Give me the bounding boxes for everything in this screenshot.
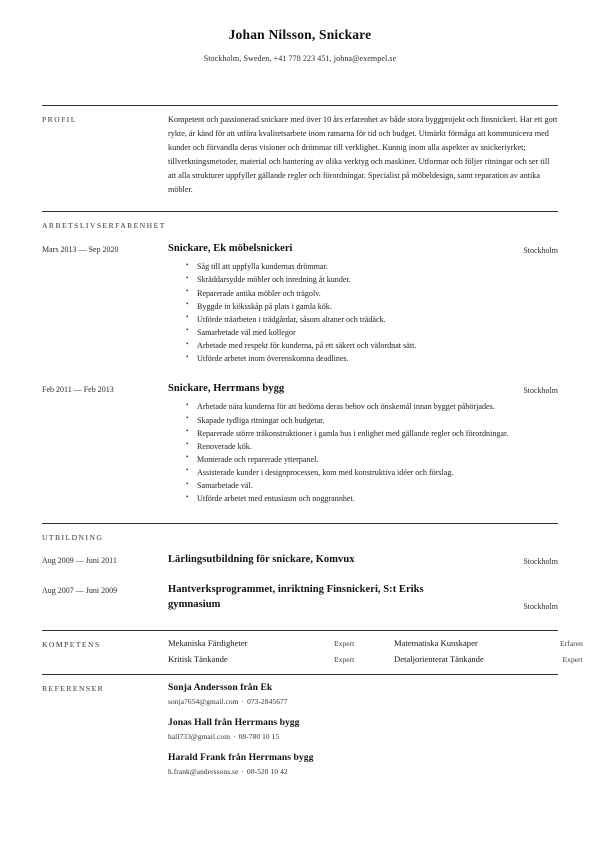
experience-job-title: Snickare, Ek möbelsnickeri [168, 243, 293, 255]
education-program-title: Hantverksprogrammet, inriktning Finsnickeri, S:t Eriks gymnasium [168, 584, 424, 610]
section-label-kompetens: KOMPETENS [42, 639, 101, 649]
reference-phone[interactable]: 08-780 10 15 [238, 731, 280, 741]
skill-name: Matematiska Kunskaper [394, 637, 478, 648]
skill-level: Expert [334, 654, 355, 664]
education-entry [42, 553, 558, 567]
experience-date-range: Feb 2011 — Feb 2013 [42, 385, 114, 395]
list-item: • Skapade tydliga ritningar och budgetar. [186, 414, 558, 427]
list-item: • Arbetade nära kunderna för att bedöma deras behov och önskemål innan bygget påbörjades. [186, 400, 558, 413]
skills-grid [168, 637, 583, 664]
skill-name: Kritisk Tänkande [168, 653, 228, 664]
section-label-profil: PROFIL [42, 114, 77, 124]
list-item: • Utförde träarbeten i trädgårdar, såsom altaner och trädäck. [186, 313, 558, 326]
experience-entry [42, 242, 558, 365]
profile-summary-text: Kompetent och passionerad snickare med över 10 års erfarenhet av både stora byggprojekt och finsnickeri. Har ett gott rykte, är känd för att utföra kvalitetsarbete inom ramarna för tid och budget. Utmärkt förmåga att kommunicera med kunder och förvandla deras visioner och drömmar till verklighet. Kunnig inom alla aspekter av snickeriyrket; tillverkningsmetoder, material och hantering av olika verktyg och maskiner. Utformar och följer ritningar och ser till att alla strukturer uppfyller gällande regler och förordningar. Specialist på möbeldesign, samt reparation av antika möbler. [168, 114, 558, 195]
section-arbetslivserfarenhet [42, 211, 558, 505]
list-item: • Arbetade med respekt för kunderna, på ett säkert och välordnat sätt. [186, 339, 558, 352]
reference-email[interactable]: hall733@gmail.com [168, 731, 231, 741]
skill-level: Erfaren [560, 638, 583, 648]
list-item: • Skräddarsydde möbler och inredning åt kunder. [186, 273, 558, 286]
section-utbildning [42, 523, 558, 612]
education-date-range: Aug 2009 — Juni 2011 [42, 556, 117, 566]
experience-date-range: Mars 2013 — Sep 2020 [42, 245, 119, 255]
section-label-referenser: REFERENSER [42, 683, 105, 693]
skill-level: Expert [562, 654, 583, 664]
section-label-arbetslivserfarenhet: ARBETSLIVSERFARENHET [42, 221, 166, 231]
list-item: • Samarbetade väl med kollegor [186, 326, 558, 339]
section-kompetens [42, 630, 583, 664]
reference-phone[interactable]: 08-520 10 42 [247, 766, 288, 776]
reference-phone[interactable]: 073-2845677 [247, 696, 288, 706]
list-item: • Byggde in köksskåp på plats i gamla kök. [186, 300, 558, 313]
section-label-utbildning: UTBILDNING [42, 533, 104, 543]
education-location: Stockholm [523, 557, 558, 567]
reference-item [168, 717, 558, 741]
reference-email[interactable]: h.frank@anderssons.se [168, 766, 239, 776]
separator-dot: · [233, 731, 236, 741]
reference-name: Jonas Hall från Herrmans bygg [168, 716, 300, 728]
list-item: • Såg till att uppfylla kundernas drömmar. [186, 260, 558, 273]
reference-contact [168, 732, 558, 741]
contact-info-line: Stockholm, Sweden, +41 778 223 451, johna@exempel.se [203, 53, 397, 63]
skill-name: Detaljorienterat Tänkande [394, 653, 484, 664]
reference-item [168, 682, 558, 706]
reference-contact [168, 767, 558, 776]
experience-bullet-list [168, 260, 558, 365]
list-item: • Monterade och reparerade ytterpanel. [186, 453, 558, 466]
skill-level: Expert [334, 638, 355, 648]
reference-contact [168, 697, 558, 706]
reference-name: Harald Frank från Herrmans bygg [168, 751, 314, 763]
reference-item [168, 752, 558, 776]
resume-header [0, 0, 600, 63]
list-item: • Utförde arbetet med entusiasm och noggrannhet. [186, 492, 558, 505]
education-date-range: Aug 2007 — Juni 2009 [42, 586, 118, 596]
candidate-name: Johan Nilsson, Snickare [228, 27, 372, 42]
reference-name: Sonja Andersson från Ek [168, 681, 273, 693]
experience-job-title: Snickare, Herrmans bygg [168, 383, 285, 395]
list-item: • Assisterade kunder i designprocessen, kom med konstruktiva idéer och förslag. [186, 466, 558, 479]
reference-email[interactable]: sonja7654@gmail.com [168, 696, 239, 706]
list-item: • Samarbetade väl. [186, 479, 558, 492]
experience-location: Stockholm [523, 386, 558, 396]
experience-location: Stockholm [523, 246, 558, 256]
separator-dot: · [241, 696, 245, 706]
skill-name: Mekaniska Färdigheter [168, 637, 248, 648]
list-item: • Reparerade större träkonstruktioner i gamla hus i enlighet med gällande regler och förordningar. [186, 427, 558, 440]
experience-bullet-list [168, 400, 558, 505]
experience-entry [42, 382, 558, 505]
education-program-title: Lärlingsutbildning för snickare, Komvux [168, 554, 355, 566]
list-item: • Utförde arbetet inom överenskomna deadlines. [186, 352, 558, 365]
list-item: • Renoverade kök. [186, 440, 558, 453]
education-entry [42, 583, 558, 611]
section-referenser [42, 674, 558, 776]
separator-dot: · [241, 766, 245, 776]
list-item: • Reparerade antika möbler och trägolv. [186, 287, 558, 300]
education-location: Stockholm [523, 601, 558, 611]
section-profil [42, 105, 558, 198]
